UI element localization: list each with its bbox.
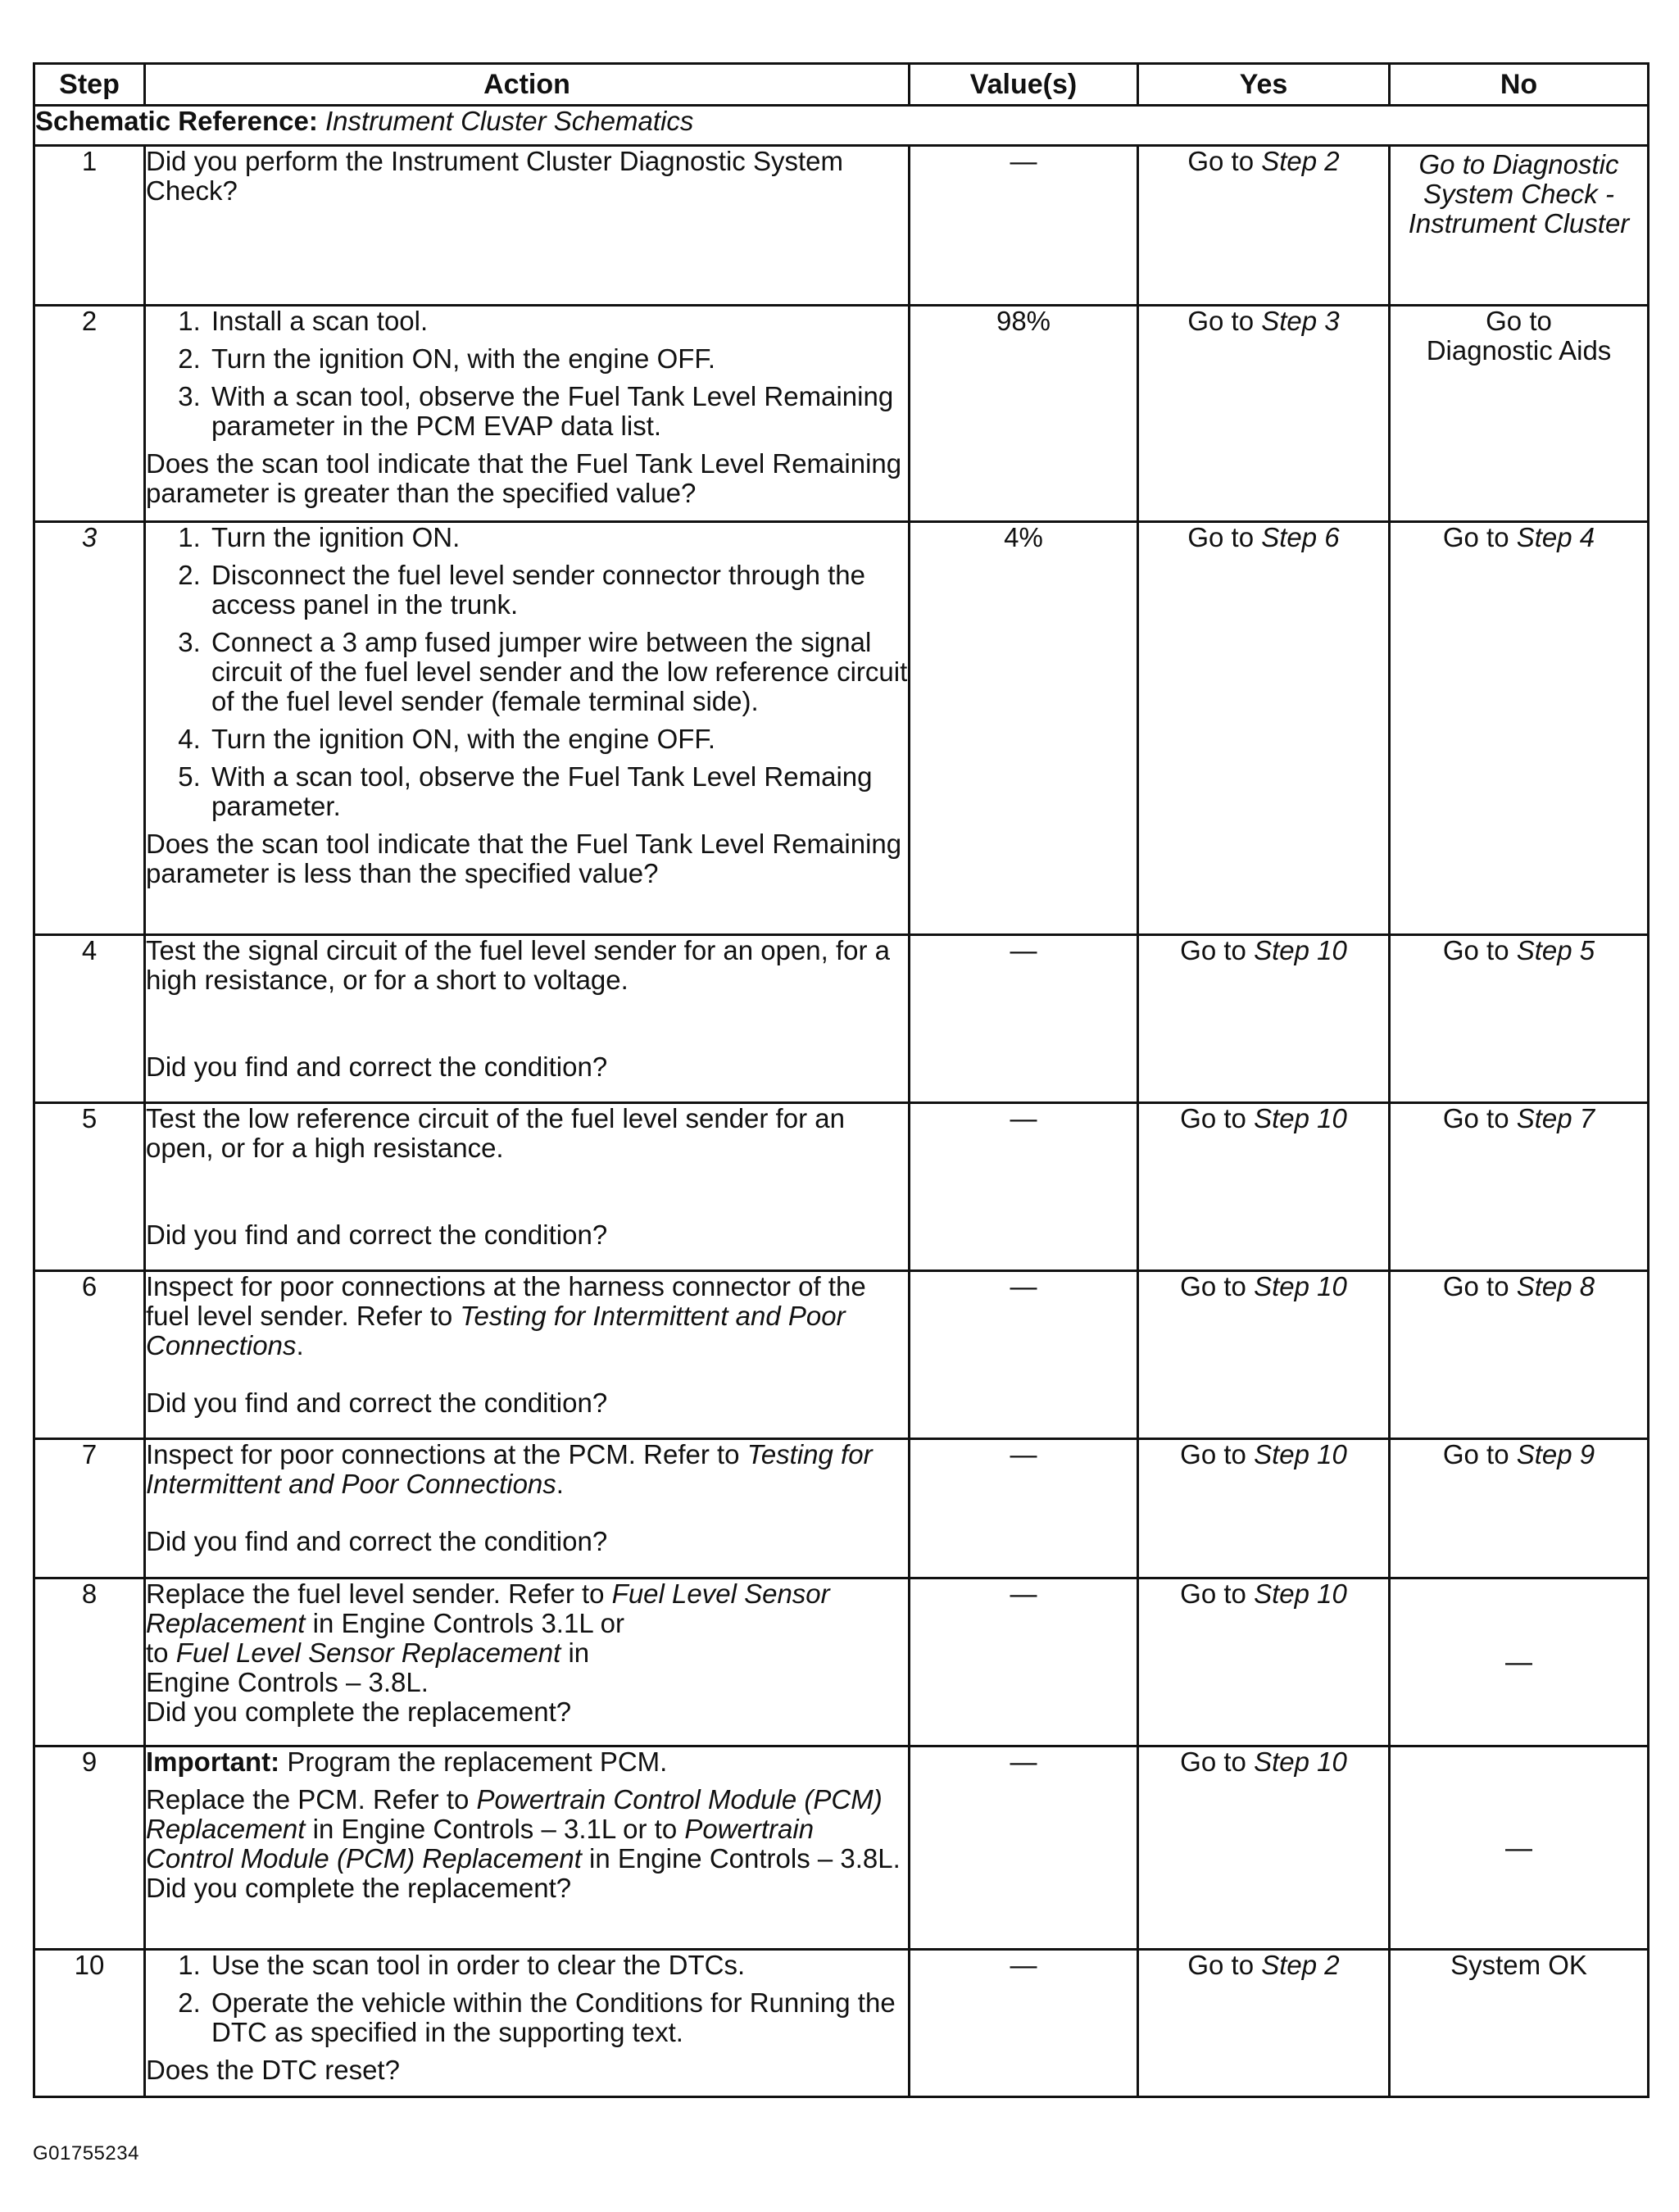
- step-number: 8: [34, 1578, 145, 1746]
- yes-cell: [1138, 935, 1390, 1103]
- yes-cell: [1138, 1103, 1390, 1271]
- no-step-link[interactable]: Step 7: [1516, 1103, 1595, 1133]
- value-cell: —: [910, 1271, 1138, 1439]
- no-prefix: Go to: [1442, 1439, 1517, 1469]
- action-steps-list: [146, 1951, 908, 2047]
- yes-prefix: Go to: [1180, 1439, 1255, 1469]
- yes-prefix: Go to: [1180, 1746, 1255, 1777]
- action-text: Replace the PCM. Refer to Powertrain Control Module (PCM) Replacement in Engine Controls – 3.1L or to Powertrain Control Module (PCM) Replacement in Engine Controls – 3.8L.: [146, 1784, 901, 1874]
- yes-cell: [1138, 146, 1390, 306]
- reference-link[interactable]: Testing for Intermittent and Poor Connections: [146, 1301, 846, 1360]
- no-link-diagnostic-system-check[interactable]: Go to Diagnostic System Check - Instrument Cluster: [1408, 149, 1630, 238]
- header-yes: Yes: [1138, 64, 1390, 106]
- value-cell: —: [910, 1103, 1138, 1271]
- no-cell: [1390, 1271, 1649, 1439]
- yes-step-link[interactable]: Step 10: [1254, 1103, 1347, 1133]
- action-cell: [145, 1103, 910, 1271]
- value-cell: —: [910, 1578, 1138, 1746]
- table-row-step-10: [34, 1950, 1649, 2097]
- step-number: 2: [34, 306, 145, 522]
- table-row-step-6: [34, 1271, 1649, 1439]
- reference-link[interactable]: Testing for Intermittent and Poor Connections: [146, 1439, 873, 1499]
- table-row-step-7: [34, 1439, 1649, 1578]
- yes-step-link[interactable]: Step 10: [1254, 1746, 1347, 1777]
- action-question: Did you complete the replacement?: [146, 1696, 572, 1727]
- yes-step-link[interactable]: Step 10: [1254, 1578, 1347, 1609]
- action-question: Did you find and correct the condition?: [146, 1220, 608, 1250]
- action-cell: [145, 1950, 910, 2097]
- yes-prefix: Go to: [1180, 935, 1255, 965]
- value-cell: —: [910, 1439, 1138, 1578]
- value-cell: 4%: [910, 522, 1138, 935]
- important-note: Important: Program the replacement PCM.: [146, 1746, 668, 1777]
- figure-id: G01755234: [33, 2142, 139, 2164]
- no-cell: —: [1390, 1746, 1649, 1950]
- reference-link[interactable]: Powertrain Control Module (PCM) Replacement: [146, 1814, 815, 1874]
- step-number: 9: [34, 1746, 145, 1950]
- step-number: 3: [34, 522, 145, 935]
- value-cell: —: [910, 1746, 1138, 1950]
- schematic-reference-link[interactable]: Instrument Cluster Schematics: [325, 106, 694, 136]
- action-question: Did you find and correct the condition?: [146, 1526, 608, 1556]
- table-row-step-5: [34, 1103, 1649, 1271]
- action-cell: [145, 1746, 910, 1950]
- yes-prefix: Go to: [1187, 306, 1262, 336]
- table-row-step-9: [34, 1746, 1649, 1950]
- yes-prefix: Go to: [1180, 1578, 1255, 1609]
- value-cell: —: [910, 935, 1138, 1103]
- step-number: 5: [34, 1103, 145, 1271]
- action-cell: [145, 1271, 910, 1439]
- no-cell: [1390, 1950, 1649, 2097]
- reference-link[interactable]: Fuel Level Sensor Replacement: [175, 1637, 561, 1668]
- no-cell: [1390, 146, 1649, 306]
- step-number: 10: [34, 1950, 145, 2097]
- action-question: Does the scan tool indicate that the Fuel Tank Level Remaining parameter is less than the specified value?: [146, 829, 902, 888]
- no-result: System OK: [1450, 1950, 1587, 1980]
- header-action: Action: [145, 64, 910, 106]
- header-row: [34, 64, 1649, 106]
- diagnostic-table: [33, 62, 1650, 2098]
- no-cell: [1390, 306, 1649, 522]
- no-step-link[interactable]: Step 5: [1516, 935, 1595, 965]
- yes-cell: [1138, 522, 1390, 935]
- value-cell: 98%: [910, 306, 1138, 522]
- list-item: 2. Turn the ignition ON, with the engine OFF.: [208, 344, 908, 374]
- list-item: 1. Use the scan tool in order to clear the DTCs.: [208, 1951, 908, 1980]
- no-cell: [1390, 1439, 1649, 1578]
- yes-step-link[interactable]: Step 10: [1254, 935, 1347, 965]
- list-item: 3. With a scan tool, observe the Fuel Tank Level Remaining parameter in the PCM EVAP data list.: [208, 382, 908, 441]
- action-text: Replace the fuel level sender. Refer to Fuel Level Sensor Replacement in Engine Controls 3.1L or to Fuel Level Sensor Replacement in Engine Controls – 3.8L.: [146, 1578, 830, 1697]
- table-row-step-2: [34, 306, 1649, 522]
- action-question: Does the scan tool indicate that the Fuel Tank Level Remaining parameter is greater than the specified value?: [146, 448, 902, 508]
- yes-step-link[interactable]: Step 10: [1254, 1271, 1347, 1301]
- no-prefix: Go to: [1442, 1271, 1517, 1301]
- action-text: Inspect for poor connections at the harness connector of the fuel level sender. Refer to Testing for Intermittent and Poor Connections.: [146, 1271, 866, 1360]
- yes-cell: [1138, 306, 1390, 522]
- yes-prefix: Go to: [1187, 1950, 1262, 1980]
- schematic-reference-row: [34, 106, 1649, 146]
- table-row-step-8: [34, 1578, 1649, 1746]
- no-cell: —: [1390, 1578, 1649, 1746]
- yes-cell: [1138, 1271, 1390, 1439]
- list-item: 1. Install a scan tool.: [208, 307, 908, 336]
- action-text: Did you perform the Instrument Cluster Diagnostic System Check?: [146, 146, 843, 206]
- step-number: 4: [34, 935, 145, 1103]
- reference-link[interactable]: Fuel Level Sensor Replacement: [146, 1578, 830, 1638]
- table-row-step-3: [34, 522, 1649, 935]
- step-number: 7: [34, 1439, 145, 1578]
- yes-prefix: Go to: [1180, 1271, 1255, 1301]
- action-question: Does the DTC reset?: [146, 2055, 400, 2085]
- value-cell: —: [910, 146, 1138, 306]
- list-item: 2. Operate the vehicle within the Conditions for Running the DTC as specified in the supporting text.: [208, 1988, 908, 2047]
- yes-cell: [1138, 1578, 1390, 1746]
- list-item: 3. Connect a 3 amp fused jumper wire between the signal circuit of the fuel level sender and the low reference circuit of the fuel level sender (female terminal side).: [208, 628, 908, 716]
- schematic-reference-label: Schematic Reference:: [35, 106, 318, 136]
- action-text: Test the low reference circuit of the fuel level sender for an open, or for a high resistance.: [146, 1103, 845, 1163]
- list-item: 5. With a scan tool, observe the Fuel Tank Level Remaing parameter.: [208, 762, 908, 821]
- yes-cell: [1138, 1950, 1390, 2097]
- header-no: No: [1390, 64, 1649, 106]
- no-diagnostic-aids-link[interactable]: Diagnostic Aids: [1426, 335, 1612, 366]
- action-cell: [145, 146, 910, 306]
- action-question: Did you find and correct the condition?: [146, 1051, 608, 1082]
- yes-prefix: Go to: [1187, 146, 1262, 176]
- action-text: Test the signal circuit of the fuel level sender for an open, for a high resistance, or for a short to voltage.: [146, 935, 891, 995]
- action-cell: [145, 306, 910, 522]
- yes-step-link[interactable]: Step 6: [1261, 522, 1340, 552]
- list-item: 4. Turn the ignition ON, with the engine OFF.: [208, 724, 908, 754]
- important-label: Important:: [146, 1746, 280, 1777]
- list-item: 2. Disconnect the fuel level sender connector through the access panel in the trunk.: [208, 561, 908, 620]
- value-cell: —: [910, 1950, 1138, 2097]
- yes-step-link[interactable]: Step 10: [1254, 1439, 1347, 1469]
- header-values: Value(s): [910, 64, 1138, 106]
- no-prefix: Go to: [1442, 1103, 1517, 1133]
- action-question: Did you find and correct the condition?: [146, 1388, 608, 1418]
- yes-prefix: Go to: [1187, 522, 1262, 552]
- no-cell: [1390, 522, 1649, 935]
- step-number: 1: [34, 146, 145, 306]
- action-cell: [145, 522, 910, 935]
- yes-step-link[interactable]: Step 2: [1261, 1950, 1340, 1980]
- yes-step-link[interactable]: Step 3: [1261, 306, 1340, 336]
- no-cell: [1390, 935, 1649, 1103]
- header-step: Step: [34, 64, 145, 106]
- list-item: 1. Turn the ignition ON.: [208, 523, 908, 552]
- action-cell: [145, 1439, 910, 1578]
- no-cell: [1390, 1103, 1649, 1271]
- no-prefix: Go to: [1442, 935, 1517, 965]
- action-steps-list: [146, 307, 908, 441]
- no-line-1: Go to: [1486, 306, 1552, 336]
- action-question: Did you complete the replacement?: [146, 1873, 572, 1903]
- action-steps-list: [146, 523, 908, 821]
- action-cell: [145, 935, 910, 1103]
- step-number: 6: [34, 1271, 145, 1439]
- no-step-link[interactable]: Step 9: [1516, 1439, 1595, 1469]
- table-row-step-1: [34, 146, 1649, 306]
- action-text: Inspect for poor connections at the PCM. Refer to Testing for Intermittent and Poor Connections.: [146, 1439, 873, 1499]
- no-step-link[interactable]: Step 4: [1516, 522, 1595, 552]
- no-step-link[interactable]: Step 8: [1516, 1271, 1595, 1301]
- reference-link[interactable]: Powertrain Control Module (PCM) Replacement: [146, 1784, 883, 1844]
- table-row-step-4: [34, 935, 1649, 1103]
- yes-step-link[interactable]: Step 2: [1261, 146, 1340, 176]
- yes-prefix: Go to: [1180, 1103, 1255, 1133]
- no-prefix: Go to: [1442, 522, 1517, 552]
- action-cell: [145, 1578, 910, 1746]
- yes-cell: [1138, 1746, 1390, 1950]
- yes-cell: [1138, 1439, 1390, 1578]
